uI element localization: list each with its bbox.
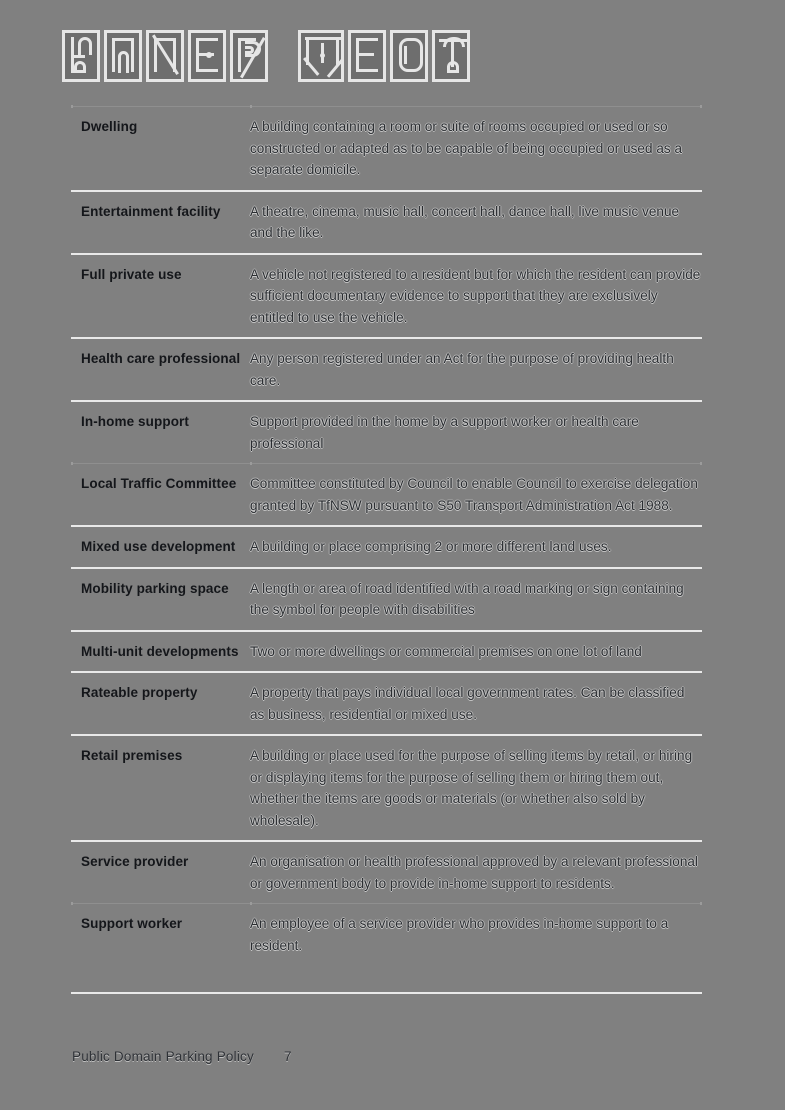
table-rule	[71, 463, 702, 464]
glossary-term: In-home support	[81, 414, 189, 429]
logo-letter-e2-icon	[348, 30, 386, 82]
logo-letter-n2-icon	[146, 30, 184, 82]
glossary-definition: Committee constituted by Council to enable Council to exercise delegation granted by TfNSW pursuant to S50 Transport Administration Act 1988.	[250, 476, 698, 513]
glossary-definition: Support provided in the home by a support worker or health care professional	[250, 414, 639, 451]
table-row	[71, 736, 702, 840]
table-row	[71, 842, 702, 903]
glossary-definition: Two or more dwellings or commercial premises on one lot of land	[250, 643, 642, 659]
logo-letter-r-icon	[230, 30, 268, 82]
logo-letter-i-icon	[62, 30, 100, 82]
glossary-term: Multi-unit developments	[81, 643, 239, 659]
logo-word-inner	[62, 30, 272, 82]
table-rule-top	[71, 106, 702, 107]
logo-letter-n1-icon	[104, 30, 142, 82]
glossary-definition: A length or area of road identified with a road marking or sign containing the symbol for people with disabilities	[250, 580, 684, 617]
table-row	[71, 402, 702, 463]
logo-letter-s-icon	[390, 30, 428, 82]
table-row	[71, 107, 702, 190]
glossary-definition: Any person registered under an Act for the purpose of providing health care.	[250, 351, 674, 388]
glossary-definition: A building or place comprising 2 or more different land uses.	[250, 539, 612, 554]
table-row	[71, 632, 702, 672]
glossary-definition: An employee of a service provider who provides in-home support to a resident.	[250, 916, 669, 953]
table-tail-space	[71, 965, 702, 992]
table-rule-bottom	[71, 992, 702, 994]
logo-letter-e1-icon	[188, 30, 226, 82]
table-row	[71, 464, 702, 525]
table-row	[71, 192, 702, 253]
footer-page-number: 7	[283, 1049, 292, 1064]
glossary-definition: A building or place used for the purpose of selling items by retail, or hiring or displaying items for the purpose of selling them or hiring them out, whether the items are goods or materials (or whether also sold by wholesale).	[250, 748, 693, 828]
page-footer	[72, 1049, 292, 1064]
glossary-definition: A property that pays individual local government rates. Can be classified as business, residential or mixed use.	[250, 685, 685, 722]
table-row	[71, 569, 702, 630]
glossary-definition: An organisation or health professional approved by a relevant professional or government body to provide in-home support to residents.	[250, 854, 698, 891]
glossary-definition: A theatre, cinema, music hall, concert hall, dance hall, live music venue and the like.	[250, 203, 680, 240]
table-row	[71, 527, 702, 567]
glossary-definition: A vehicle not registered to a resident but for which the resident can provide sufficient documentary evidence to support that they are exclusively entitled to use the vehicle.	[250, 266, 701, 325]
table-row	[71, 673, 702, 734]
table-rule	[71, 903, 702, 904]
glossary-term: Mixed use development	[81, 539, 236, 554]
footer-document-title: Public Domain Parking Policy	[72, 1049, 254, 1064]
glossary-term: Health care professional	[81, 351, 241, 366]
logo-word-west	[298, 30, 474, 82]
table-row	[71, 255, 702, 338]
glossary-term: Entertainment facility	[81, 203, 221, 219]
glossary-term: Retail premises	[81, 748, 183, 763]
inner-west-logo	[62, 28, 474, 84]
glossary-term: Dwelling	[81, 119, 138, 134]
logo-letter-t-icon	[432, 30, 470, 82]
logo-letter-w-icon	[298, 30, 344, 82]
glossary-term: Service provider	[81, 854, 189, 869]
table-row	[71, 339, 702, 400]
glossary-term: Rateable property	[81, 685, 198, 700]
glossary-term: Mobility parking space	[81, 580, 229, 596]
glossary-term: Support worker	[81, 916, 183, 931]
glossary-term: Local Traffic Committee	[81, 476, 237, 491]
glossary-term: Full private use	[81, 266, 182, 282]
glossary-definition: A building containing a room or suite of rooms occupied or used or so constructed or adapted as to be capable of being occupied or used as a separate domicile.	[250, 119, 683, 177]
glossary-table	[71, 106, 702, 994]
table-row	[71, 904, 702, 965]
